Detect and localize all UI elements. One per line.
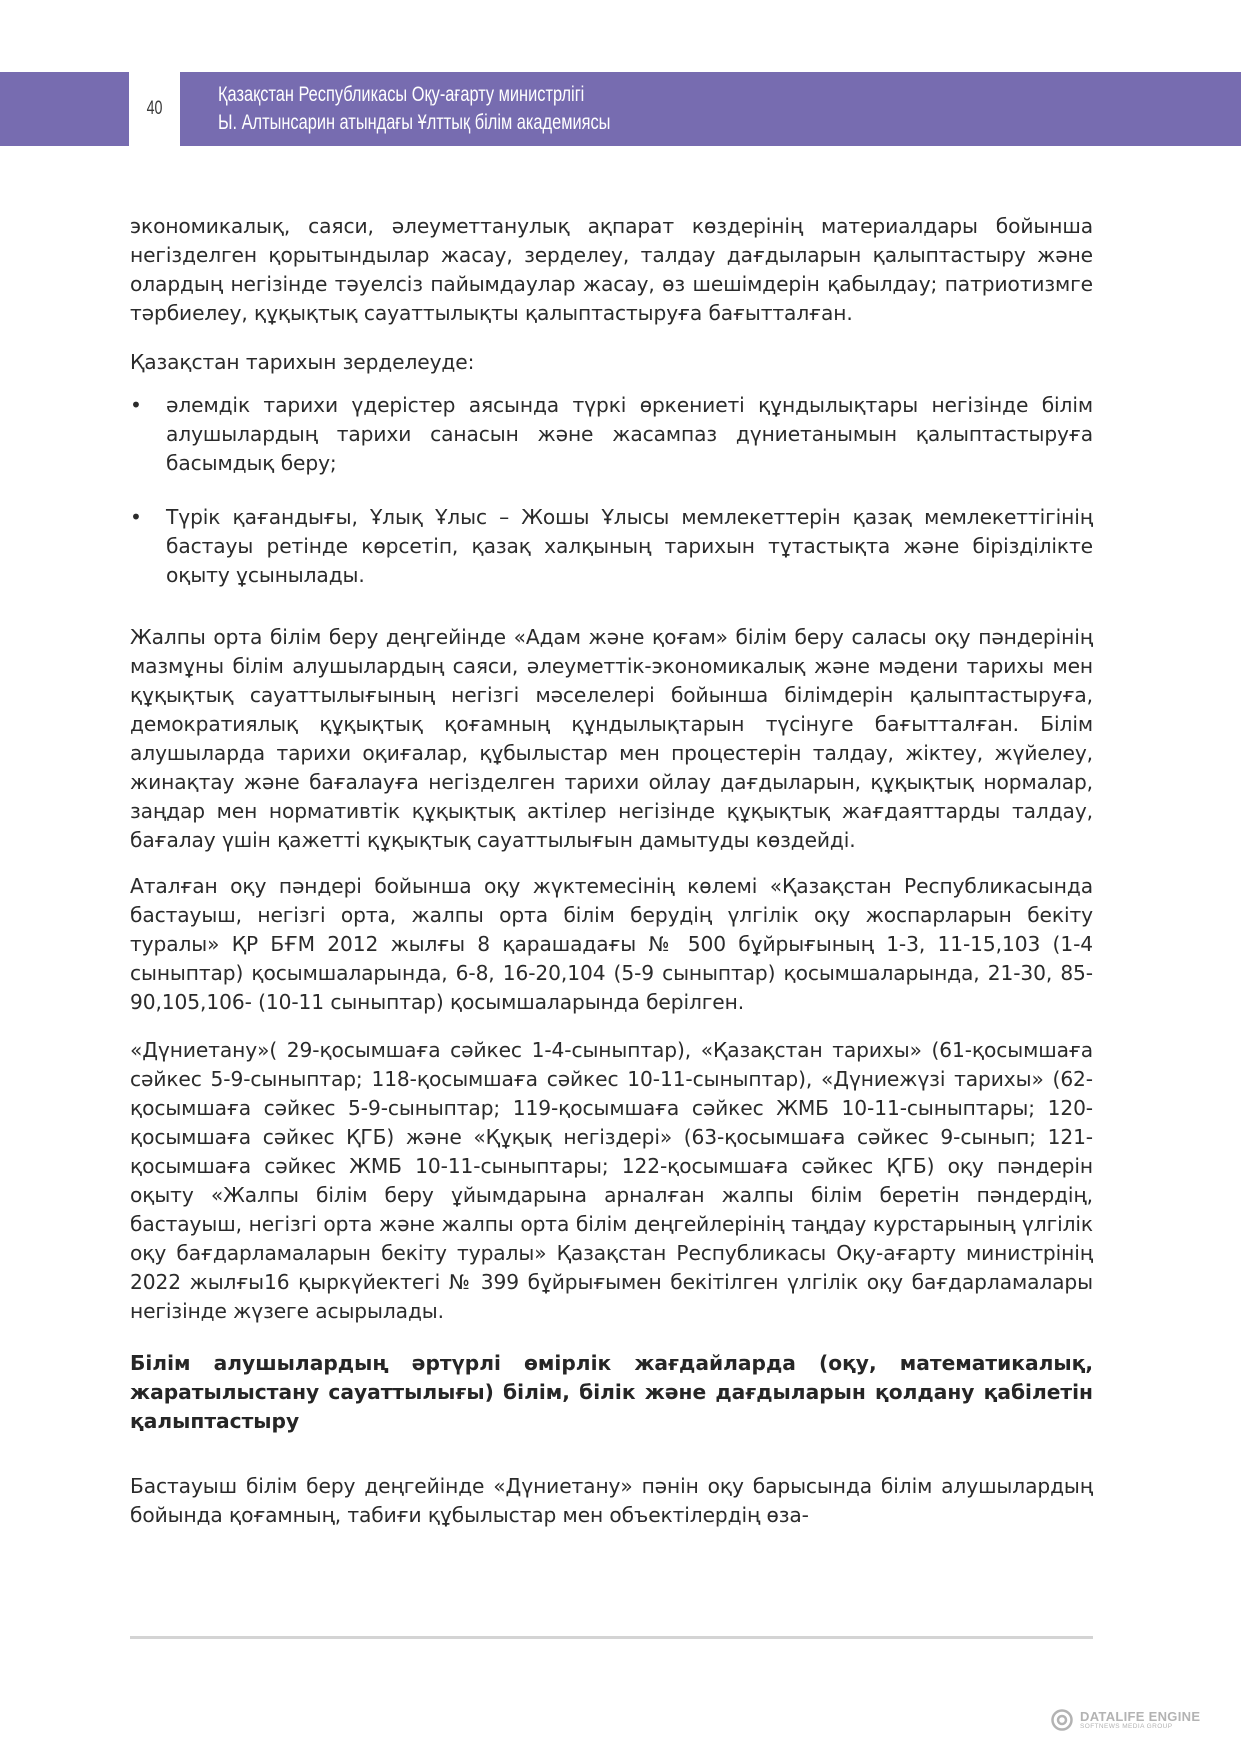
paragraph-general-secondary: Жалпы орта білім беру деңгейінде «Адам және қоғам» білім беру саласы оқу пәндерінің мазмұны білім алушылардың саяси, әлеуметтік-экономикалық және мәдени тарихы мен құқықтық сауаттылығының негізгі мәселелері бойынша білімдерін қалыптастыруға, демократиялық құқықтық қоғамның құндылықтарын түсінуге бағытталған. Білім алушыларда тарихи оқиғалар, құбылыстар мен процестерін талдау, жіктеу, жүйелеу, жинақтау және бағалауға негізделген тарихи ойлау дағдыларын, құқықтық нормалар, заңдар мен нормативтік құқықтық актілер негізінде құқықтық жағдаяттарды талдау, бағалау үшін қажетті құқықтық сауаттылығын дамытуды көздейді.: [130, 625, 1093, 852]
paragraph-primary: Бастауыш білім беру деңгейінде «Дүниетану» пәнін оқу барысында білім алушылардың бойында қоғамның, табиғи құбылыстар мен объектілердің өза-: [130, 1474, 1093, 1527]
watermark-title: DATALIFE ENGINE: [1080, 1708, 1201, 1724]
header-academy: Ы. Алтынсарин атындағы Ұлттық білім академиясы: [218, 111, 611, 134]
paragraph-workload: Аталған оқу пәндері бойынша оқу жүктемесінің көлемі «Қазақстан Республикасында бастауыш, негізгі орта, жалпы орта білім берудің үлгілік оқу жоспарларын бекіту туралы» ҚР БҒМ 2012 жылғы 8 қарашадағы № 500 бұйрығының 1-3, 11-15,103 (1-4 сыныптар) қосымшаларында, 6-8, 16-20,104 (5-9 сыныптар) қосымшаларында, 21-30, 85-90,105,106- (10-11 сыныптар) қосымшаларында берілген.: [130, 874, 1093, 1014]
watermark: [1050, 1708, 1200, 1732]
section-heading: Білім алушылардың әртүрлі өмірлік жағдайларда (оқу, математикалық, жаратылыстану сауаттылығы) білім, білік және дағдыларын қолдану қабілетін қалыптастыру: [130, 1351, 1093, 1433]
list-item: [130, 503, 1093, 590]
bullet-icon: •: [130, 505, 142, 529]
page-content: [130, 212, 1093, 1530]
paragraph-intro-history: Қазақстан тарихын зерделеуде:: [130, 350, 475, 374]
list-item: [130, 391, 1093, 478]
header-band: [180, 72, 1241, 146]
page-number: 40: [146, 98, 163, 119]
paragraph-subjects: «Дүниетану»( 29-қосымшаға сәйкес 1-4-сыныптар), «Қазақстан тарихы» (61-қосымшаға сәйкес 5-9-сыныптар; 118-қосымшаға сәйкес 10-11-сыныптар), «Дүниежүзі тарихы» (62-қосымшаға сәйкес 5-9-сыныптар; 119-қосымшаға сәйкес ЖМБ 10-11-сыныптары; 120-қосымшаға сәйкес ҚГБ) және «Құқық негіздері» (63-қосымшаға сәйкес 9-сынып; 121-қосымшаға сәйкес ЖМБ 10-11-сыныптары; 122-қосымшаға сәйкес ҚГБ) оқу пәндерін оқыту «Жалпы білім беру ұйымдарына арналған жалпы білім беретін пәндердің, бастауыш, негізгі орта және жалпы орта білім деңгейлерінің таңдау курстарының үлгілік оқу бағдарламаларын бекіту туралы» Қазақстан Республикасы Оқу-ағарту министрінің 2022 жылғы16 қыркүйектегі № 399 бұйрығымен бекітілген үлгілік оқу бағдарламалары негізінде жүзеге асырылады.: [130, 1038, 1093, 1323]
list-item-text: әлемдік тарихи үдерістер аясында түркі өркениеті құндылықтары негізінде білім алушылардың тарихи санасын және жасампаз дүниетанымын қалыптастыруға басымдық беру;: [166, 393, 1093, 475]
bullet-list: [130, 391, 1093, 590]
bullet-icon: •: [130, 393, 142, 417]
list-item-text: Түрік қағандығы, Ұлық Ұлыс – Жошы Ұлысы мемлекеттерін қазақ мемлекеттігінің бастауы ретінде көрсетіп, қазақ халқының тарихын тұтастықта және бірізділікте оқыту ұсынылады.: [166, 505, 1093, 587]
watermark-subtitle: SOFTNEWS MEDIA GROUP: [1080, 1722, 1173, 1730]
header-ministry: Қазақстан Республикасы Оқу-ағарту министрлігі: [218, 83, 585, 106]
paragraph-continued: экономикалық, саяси, әлеуметтанулық ақпарат көздерінің материалдары бойынша негізделген қорытындылар жасау, зерделеу, талдау дағдыларын қалыптастыру және олардың негізінде тәуелсіз пайымдаулар жасау, өз шешімдерін қабылдау; патриотизмге тәрбиелеу, құқықтық сауаттылықты қалыптастыруға бағытталған.: [130, 214, 1093, 325]
header-left-block: [0, 72, 129, 146]
datalife-logo-icon: [1050, 1708, 1074, 1732]
footer-divider: [130, 1636, 1093, 1639]
